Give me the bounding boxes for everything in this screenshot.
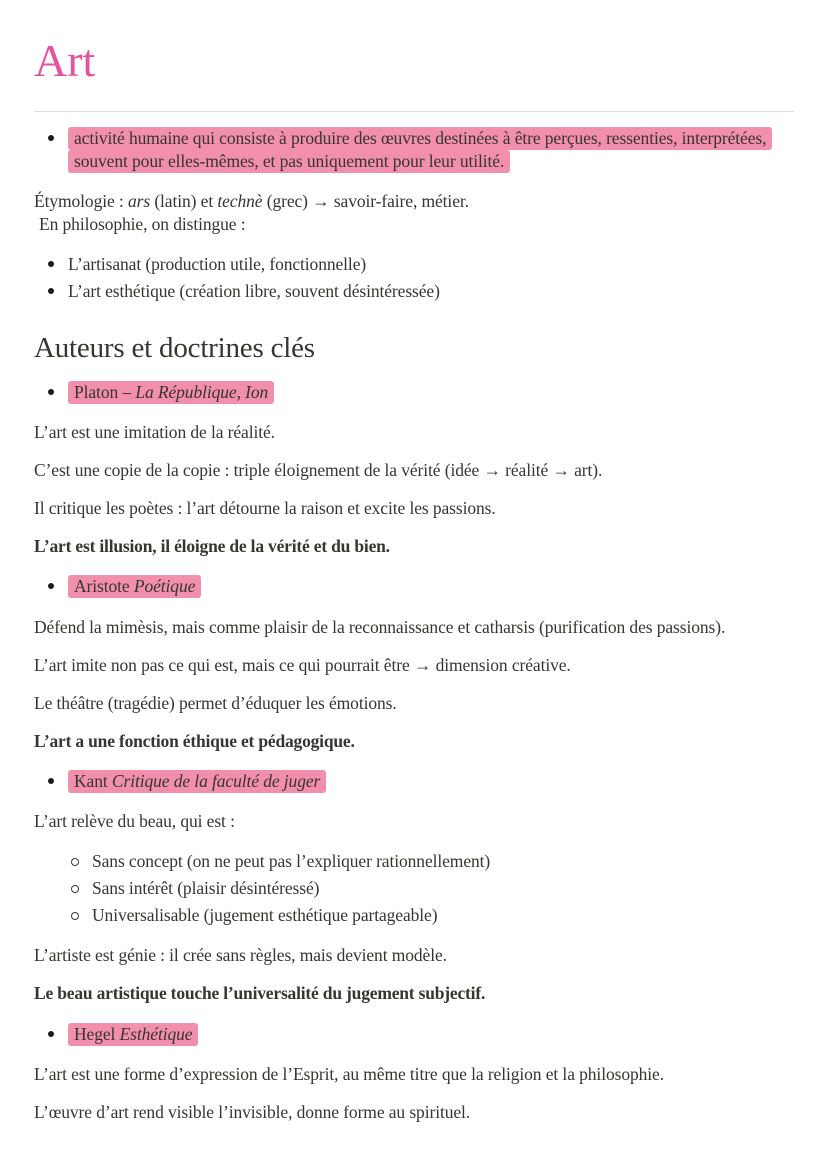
list-item-label: Sans concept (on ne peut pas l’expliquer rationnellement) <box>92 851 491 872</box>
bullet-disc-icon <box>34 381 68 395</box>
kant-criteria-list <box>58 848 794 929</box>
definition-list <box>34 125 794 175</box>
paragraph-kant-2: L’artiste est génie : il crée sans règles, mais devient modèle. <box>34 945 447 966</box>
section-heading-auteurs: Auteurs et doctrines clés <box>34 332 315 365</box>
kant-name: Kant <box>74 770 112 791</box>
paragraph-kant-1: L’art relève du beau, qui est : <box>34 810 235 831</box>
etymology-mid: (latin) et <box>150 190 218 211</box>
list-item-artisanat <box>34 251 794 278</box>
bullet-disc-icon <box>34 770 68 784</box>
list-item-label: L’art esthétique (création libre, souvent désintéressée) <box>68 281 440 302</box>
paragraph-platon-1: L’art est une imitation de la réalité. <box>34 422 275 443</box>
list-item-sans-interet <box>58 875 794 902</box>
etymology-prefix: Étymologie : <box>34 190 128 211</box>
list-item-universalisable <box>58 902 794 929</box>
paragraph-platon-conclusion: L’art est illusion, il éloigne de la vérité et du bien. <box>34 536 390 557</box>
etymology-suffix: (grec) → savoir-faire, métier. <box>262 190 469 211</box>
bullet-circle-icon <box>58 877 92 893</box>
list-item-art-esthetique <box>34 278 794 305</box>
bullet-disc-icon <box>34 280 68 294</box>
aristote-name: Aristote <box>74 576 134 597</box>
kant-work: Critique de la faculté de juger <box>111 770 321 791</box>
bullet-circle-icon <box>58 850 92 866</box>
bullet-circle-icon <box>58 904 92 920</box>
philosophy-line: En philosophie, on distingue : <box>39 213 246 234</box>
paragraph-aristote-conclusion: L’art a une fonction éthique et pédagogique. <box>34 730 355 751</box>
bullet-disc-icon <box>34 575 68 589</box>
bullet-disc-icon <box>34 127 68 141</box>
hegel-name: Hegel <box>74 1023 120 1044</box>
etymology-ars: ars <box>127 190 151 211</box>
paragraph-hegel-1: L’art est une forme d’expression de l’Esprit, au même titre que la religion et la philosophie. <box>34 1063 664 1084</box>
distinctions-list <box>34 251 794 305</box>
definition-highlight: activité humaine qui consiste à produire des œuvres destinées à être perçues, ressenties, interprétées, souvent pour elles-mêmes, et pas uniquement pour leur utilité. <box>68 127 772 173</box>
kant-highlight <box>68 770 326 793</box>
list-item-sans-concept <box>58 848 794 875</box>
list-item-aristote <box>34 573 794 600</box>
aristote-work: Poétique <box>133 576 196 597</box>
list-item-label: Universalisable (jugement esthétique partageable) <box>92 905 438 926</box>
list-item-label: Sans intérêt (plaisir désintéressé) <box>92 878 320 899</box>
hegel-highlight <box>68 1023 198 1046</box>
definition-text <box>68 127 794 173</box>
bullet-disc-icon <box>34 1023 68 1037</box>
list-item-platon <box>34 379 794 406</box>
paragraph-platon-3: Il critique les poètes : l’art détourne la raison et excite les passions. <box>34 498 496 519</box>
bullet-disc-icon <box>34 253 68 267</box>
paragraph-aristote-1: Défend la mimèsis, mais comme plaisir de la reconnaissance et catharsis (purification des passions). <box>34 616 726 637</box>
divider <box>34 111 794 112</box>
list-item-definition <box>34 125 794 175</box>
list-item-hegel <box>34 1021 794 1048</box>
aristote-list <box>34 573 794 600</box>
paragraph-hegel-2: L’œuvre d’art rend visible l’invisible, donne forme au spirituel. <box>34 1101 471 1122</box>
kant-list <box>34 768 794 795</box>
aristote-highlight <box>68 575 201 598</box>
paragraph-aristote-3: Le théâtre (tragédie) permet d’éduquer les émotions. <box>34 692 397 713</box>
list-item-label: L’artisanat (production utile, fonctionnelle) <box>68 253 367 274</box>
platon-highlight <box>68 381 274 404</box>
etymology-techne: technè <box>217 190 263 211</box>
paragraph-aristote-2: L’art imite non pas ce qui est, mais ce qui pourrait être → dimension créative. <box>34 654 571 675</box>
paragraph-kant-conclusion: Le beau artistique touche l’universalité du jugement subjectif. <box>34 983 486 1004</box>
platon-list <box>34 379 794 406</box>
paragraph-platon-2: C’est une copie de la copie : triple éloignement de la vérité (idée → réalité → art). <box>34 460 603 481</box>
platon-name: Platon – <box>74 381 136 402</box>
etymology-paragraph <box>34 190 794 236</box>
hegel-work: Esthétique <box>119 1023 193 1044</box>
page-title: Art <box>34 35 96 86</box>
platon-work: La République, Ion <box>135 381 269 402</box>
hegel-list <box>34 1021 794 1048</box>
list-item-kant <box>34 768 794 795</box>
